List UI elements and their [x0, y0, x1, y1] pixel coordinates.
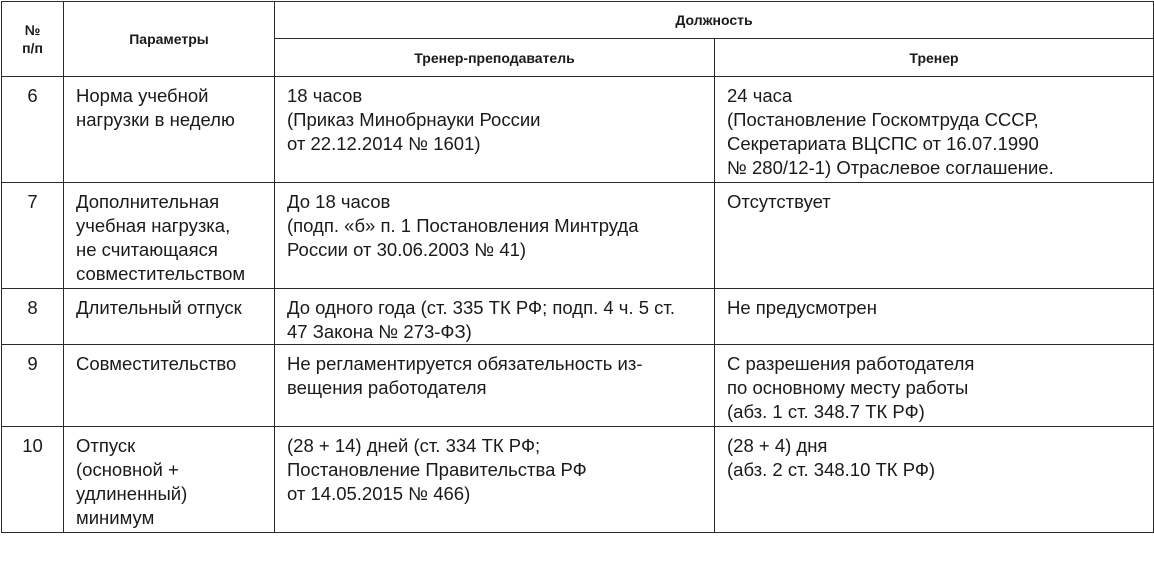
row-trainer [715, 289, 1154, 345]
row-number: 8 [2, 289, 64, 345]
cell-line: (абз. 1 ст. 348.7 ТК РФ) [727, 401, 925, 422]
table-row [2, 427, 1154, 533]
row-trainer-teacher [275, 77, 715, 183]
cell-line: 24 часа [727, 85, 793, 106]
row-trainer [715, 345, 1154, 427]
cell-line: совместительством [76, 263, 246, 284]
cell-line: Норма учебной [76, 85, 209, 106]
cell-line: 47 Закона № 273-ФЗ) [287, 321, 472, 342]
header-number-line-2: п/п [22, 40, 43, 56]
cell-line: по основному месту работы [727, 377, 969, 398]
cell-line: До 18 часов [287, 191, 391, 212]
comparison-table [1, 1, 1154, 533]
cell-line: Не предусмотрен [727, 297, 877, 318]
row-number: 7 [2, 183, 64, 289]
row-trainer-teacher [275, 427, 715, 533]
cell-line: Отсутствует [727, 191, 831, 212]
cell-line: Секретариата ВЦСПС от 16.07.1990 [727, 133, 1039, 154]
cell-line: С разрешения работодателя [727, 353, 975, 374]
cell-line: (подп. «б» п. 1 Постановления Минтруда [287, 215, 639, 236]
row-number: 6 [2, 77, 64, 183]
row-parameter [64, 77, 275, 183]
header-trainer: Тренер [715, 39, 1154, 77]
cell-line: (Постановление Госкомтруда СССР, [727, 109, 1039, 130]
table-row [2, 183, 1154, 289]
cell-line: (основной + [76, 459, 179, 480]
cell-line: (28 + 4) дня [727, 435, 828, 456]
table-row [2, 77, 1154, 183]
header-trainer-teacher: Тренер-преподаватель [275, 39, 715, 77]
cell-line: До одного года (ст. 335 ТК РФ; подп. 4 ч. 5 ст. [287, 297, 675, 318]
cell-line: № 280/12-1) Отраслевое соглашение. [727, 157, 1054, 178]
cell-line: вещения работодателя [287, 377, 487, 398]
cell-line: не считающаяся [76, 239, 218, 260]
cell-line: Отпуск [76, 435, 136, 456]
cell-line: Длительный отпуск [76, 297, 242, 318]
row-parameter [64, 427, 275, 533]
header-position: Должность [275, 2, 1154, 39]
table-row [2, 345, 1154, 427]
cell-line: Дополнительная [76, 191, 220, 212]
row-trainer [715, 183, 1154, 289]
cell-line: от 22.12.2014 № 1601) [287, 133, 481, 154]
cell-line: нагрузки в неделю [76, 109, 235, 130]
row-trainer [715, 427, 1154, 533]
cell-line: удлиненный) [76, 483, 188, 504]
cell-line: Совместительство [76, 353, 237, 374]
header-number-line-1: № [24, 22, 41, 38]
cell-line: учебная нагрузка, [76, 215, 231, 236]
cell-line: от 14.05.2015 № 466) [287, 483, 471, 504]
header-parameters: Параметры [64, 2, 275, 77]
table-row [2, 289, 1154, 345]
cell-line: (Приказ Минобрнауки России [287, 109, 541, 130]
cell-line: Постановление Правительства РФ [287, 459, 587, 480]
header-number [2, 2, 64, 77]
row-number: 9 [2, 345, 64, 427]
cell-line: (28 + 14) дней (ст. 334 ТК РФ; [287, 435, 541, 456]
row-number: 10 [2, 427, 64, 533]
row-parameter [64, 183, 275, 289]
row-parameter [64, 345, 275, 427]
row-trainer-teacher [275, 289, 715, 345]
row-parameter [64, 289, 275, 345]
cell-line: (абз. 2 ст. 348.10 ТК РФ) [727, 459, 936, 480]
row-trainer [715, 77, 1154, 183]
cell-line: Не регламентируется обязательность из- [287, 353, 643, 374]
cell-line: России от 30.06.2003 № 41) [287, 239, 527, 260]
table-header [2, 2, 1154, 77]
cell-line: минимум [76, 507, 155, 528]
cell-line: 18 часов [287, 85, 363, 106]
row-trainer-teacher [275, 345, 715, 427]
row-trainer-teacher [275, 183, 715, 289]
